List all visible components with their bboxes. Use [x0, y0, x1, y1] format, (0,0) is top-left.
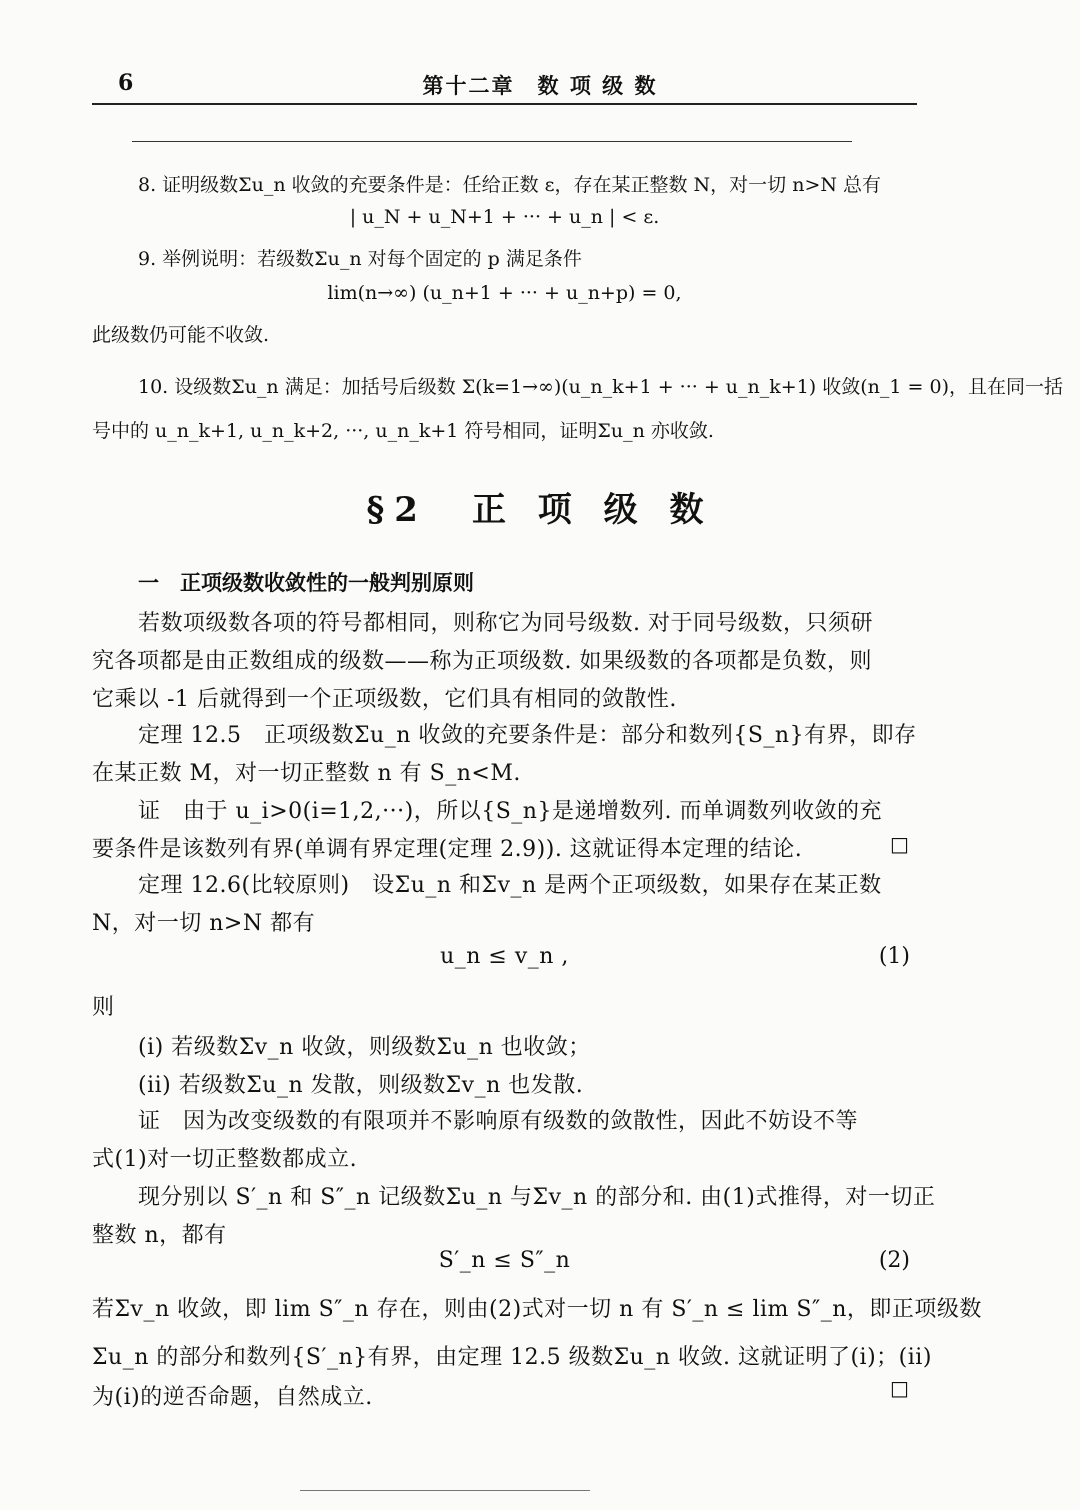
theorem-12-6-line: N，对一切 n>N 都有 [92, 911, 316, 936]
then-word: 则 [92, 995, 115, 1020]
proof-line: 要条件是该数列有界(单调有界定理(定理 2.9)). 这就证得本定理的结论. [92, 837, 803, 862]
exercise-8-formula: | u_N + u_N+1 + ··· + u_n | < ε. [349, 206, 660, 228]
header-rule [92, 103, 917, 105]
proof-line: 证 由于 u_i>0(i=1,2,···)，所以{S_n}是递增数列. 而单调数列收敛的充 [138, 799, 882, 824]
equation-1-number: (1) [878, 944, 910, 969]
exercise-8-text: 8. 证明级数Σu_n 收敛的充要条件是：任给正数 ε，存在某正整数 N，对一切 n>N 总有 [138, 174, 882, 196]
theorem-12-5-line: 在某正数 M，对一切正整数 n 有 S_n<M. [92, 761, 521, 786]
equation-2-number: (2) [878, 1248, 910, 1273]
bottom-scan-mark [300, 1490, 590, 1491]
paragraph-line: 整数 n，都有 [92, 1223, 227, 1248]
qed-mark: □ [890, 832, 909, 856]
page-number: 6 [118, 70, 134, 96]
paragraph-line: 究各项都是由正数组成的级数——称为正项级数. 如果级数的各项都是负数，则 [92, 649, 872, 674]
separator-rule [132, 141, 852, 142]
exercise-9-formula: lim(n→∞) (u_n+1 + ··· + u_n+p) = 0, [327, 282, 682, 304]
exercise-10-cont: 号中的 u_n_k+1, u_n_k+2, ···, u_n_k+1 符号相同，证明Σu_n 亦收敛. [92, 420, 714, 442]
exercise-10-text: 10. 设级数Σu_n 满足：加括号后级数 Σ(k=1→∞)(u_n_k+1 + ··· + u_n_k+1) 收敛(n_1 = 0)，且在同一括 [138, 376, 1063, 398]
paragraph-line: 现分别以 S′_n 和 S″_n 记级数Σu_n 与Σv_n 的部分和. 由(1)式推得，对一切正 [138, 1185, 936, 1210]
proof-line: 证 因为改变级数的有限项并不影响原有级数的敛散性，因此不妨设不等 [138, 1109, 859, 1134]
proof-line: 式(1)对一切正整数都成立. [92, 1147, 358, 1172]
paragraph-line: 它乘以 -1 后就得到一个正项级数，它们具有相同的敛散性. [92, 687, 677, 712]
qed-mark: □ [890, 1376, 909, 1400]
subsection-heading: 一 正项级数收敛性的一般判别原则 [138, 570, 474, 595]
paragraph-line: 为(i)的逆否命题，自然成立. [92, 1385, 373, 1410]
equation-2: S′_n ≤ S″_n [438, 1248, 571, 1273]
paragraph-line: Σu_n 的部分和数列{S′_n}有界，由定理 12.5 级数Σu_n 收敛. 这就证明了(i)；(ii) [92, 1345, 932, 1370]
chapter-title: 第十二章 数 项 级 数 [422, 73, 658, 98]
case-i: (i) 若级数Σv_n 收敛，则级数Σu_n 也收敛； [138, 1035, 591, 1060]
exercise-9-text: 9. 举例说明：若级数Σu_n 对每个固定的 p 满足条件 [138, 248, 582, 270]
case-ii: (ii) 若级数Σu_n 发散，则级数Σv_n 也发散. [138, 1073, 584, 1098]
theorem-12-6-line: 定理 12.6(比较原则) 设Σu_n 和Σv_n 是两个正项级数，如果存在某正数 [138, 873, 882, 898]
exercise-9-after: 此级数仍可能不收敛. [92, 324, 270, 346]
paragraph-line: 若数项级数各项的符号都相同，则称它为同号级数. 对于同号级数，只须研 [138, 611, 873, 636]
paragraph-line: 若Σv_n 收敛，即 lim S″_n 存在，则由(2)式对一切 n 有 S′_n ≤ lim S″_n，即正项级数 [92, 1297, 982, 1322]
theorem-12-5-line: 定理 12.5 正项级数Σu_n 收敛的充要条件是：部分和数列{S_n}有界，即存 [138, 723, 917, 748]
equation-1: u_n ≤ v_n , [440, 944, 569, 969]
section-title: §2 正 项 级 数 [366, 490, 714, 530]
